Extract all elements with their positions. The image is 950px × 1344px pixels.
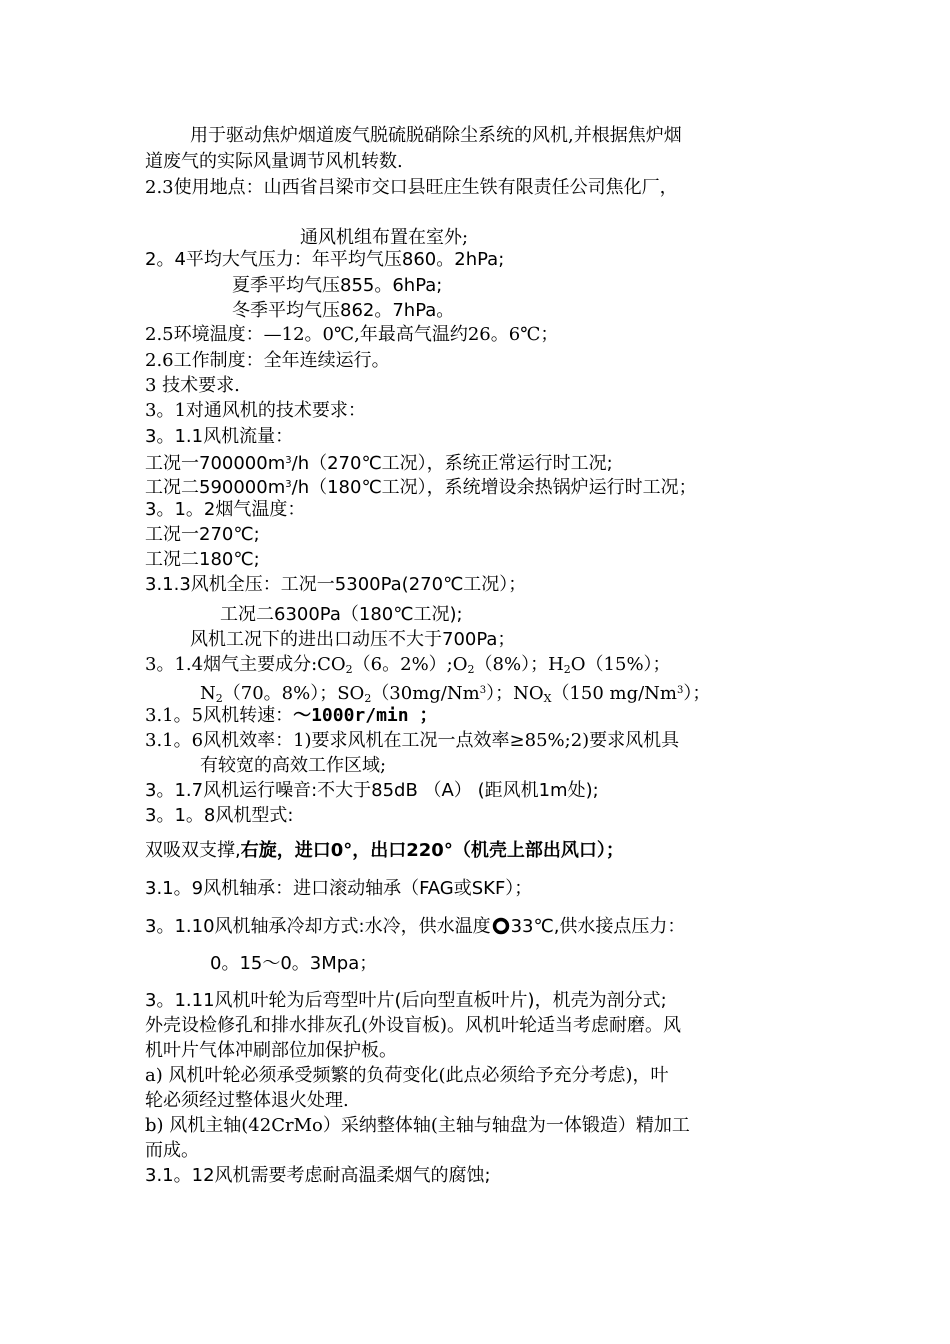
subscript: 2	[345, 663, 353, 676]
paragraph-line: 3.1。12风机需要考虑耐高温柔烟气的腐蚀;	[145, 1165, 491, 1186]
subscript: 2	[364, 692, 372, 705]
paragraph-line: a) 风机叶轮必须承受频繁的负荷变化(此点必须给予充分考虑)，叶	[145, 1065, 669, 1086]
text-run: 3。1.4烟气主要成分:CO	[145, 654, 346, 675]
paragraph-line: 机叶片气体冲刷部位加保护板。	[145, 1040, 397, 1061]
paragraph-line: 用于驱动焦炉烟道废气脱硫脱硝除尘系统的风机,并根据焦炉烟	[190, 125, 682, 146]
text-run: ）；NO	[486, 683, 544, 704]
text-run: 3。1.10风机轴承冷却方式:水冷，供水温度	[145, 916, 491, 937]
paragraph-line: 工况一270℃;	[145, 524, 260, 545]
text-run: 双吸双支撑,	[145, 840, 241, 861]
bullet-circle-icon	[492, 917, 510, 935]
text-run: （8%）；H	[474, 654, 564, 675]
text-run: /h（180℃工况），系统增设余热锅炉运行时工况；	[291, 477, 697, 498]
paragraph-line: 3。1.7风机运行噪音:不大于85dB （A） (距风机1m处);	[145, 780, 599, 801]
text-run: O（15%）；	[570, 654, 671, 675]
paragraph-line: 3.1.3风机全压：工况一5300Pa(270℃工况）；	[145, 574, 527, 595]
text-run: （150 mg/Nm	[551, 683, 677, 704]
text-run: （30mg/Nm	[371, 683, 480, 704]
text-run: /h（270℃工况），系统正常运行时工况;	[291, 453, 613, 474]
subscript: 2	[215, 692, 223, 705]
text-run: （6。2%）;O	[352, 654, 468, 675]
text-run: N	[200, 683, 216, 704]
paragraph-line: b) 风机主轴(42CrMo）采纳整体轴(主轴与轴盘为一体锻造）精加工	[145, 1115, 690, 1136]
paragraph-line: 轮必须经过整体退火处理.	[145, 1090, 349, 1111]
text-run: 工况二590000m	[145, 477, 286, 498]
paragraph-line: 0。15～0。3Mpa；	[210, 953, 378, 974]
superscript: 3	[285, 455, 292, 466]
paragraph-line: 3。1.11风机叶轮为后弯型叶片(后向型直板叶片)，机壳为剖分式;	[145, 990, 667, 1011]
paragraph-line: 2。4平均大气压力：年平均气压860。2hPa;	[145, 249, 505, 270]
paragraph-line: 工况二6300Pa（180℃工况);	[220, 604, 463, 625]
paragraph-line: 风机工况下的进出口动压不大于700Pa；	[190, 629, 516, 650]
text-run: ～1000r/min ；	[293, 705, 438, 726]
paragraph-line: 夏季平均气压855。6hPa;	[232, 275, 443, 296]
paragraph-line: 2.6工作制度：全年连续运行。	[145, 350, 390, 371]
text-run: ）；	[683, 683, 711, 704]
paragraph-line: 3。1。2烟气温度：	[145, 499, 306, 520]
paragraph-line: 而成。	[145, 1140, 199, 1161]
text-run: 工况一700000m	[145, 453, 286, 474]
paragraph-line: 有较宽的高效工作区域;	[200, 755, 387, 776]
paragraph-line	[145, 703, 437, 729]
text-run: 3.1。5风机转速：	[145, 705, 294, 726]
text-run: 33℃,供水接点压力：	[510, 916, 686, 937]
superscript: 3	[479, 685, 487, 696]
paragraph-line: 3。1.1风机流量：	[145, 426, 294, 447]
text-run: 右旋，进口0°，出口220°（机壳上部出风口）；	[240, 840, 624, 861]
paragraph-line	[145, 838, 624, 864]
superscript: 3	[285, 479, 292, 490]
text-run: （70。8%）；SO	[222, 683, 365, 704]
paragraph-line: 2.3使用地点：山西省吕梁市交口县旺庄生铁有限责任公司焦化厂，	[145, 177, 678, 198]
paragraph-line	[145, 914, 685, 940]
paragraph-line: 工况二180℃;	[145, 549, 260, 570]
paragraph-line: 3.1。6风机效率：1)要求风机在工况一点效率≥85%;2)要求风机具	[145, 730, 680, 751]
paragraph-line: 3。1。8风机型式:	[145, 805, 294, 826]
paragraph-line: 2.5环境温度：—12。0℃,年最高气温约26。6℃；	[145, 324, 559, 345]
paragraph-line: 3。1对通风机的技术要求：	[145, 400, 366, 421]
paragraph-line: 外壳设检修孔和排水排灰孔(外设盲板)。风机叶轮适当考虑耐磨。风	[145, 1015, 682, 1036]
paragraph-line: 冬季平均气压862。7hPa。	[232, 300, 455, 321]
paragraph-line: 道废气的实际风量调节风机转数.	[145, 151, 403, 172]
paragraph-line: 3.1。9风机轴承：进口滚动轴承（FAG或SKF）；	[145, 878, 533, 899]
paragraph-line: 通风机组布置在室外;	[300, 227, 469, 248]
superscript: 3	[677, 685, 684, 696]
section-heading: 3 技术要求.	[145, 375, 240, 396]
subscript: X	[543, 692, 552, 705]
subscript: 2	[563, 663, 571, 676]
subscript: 2	[467, 663, 475, 676]
